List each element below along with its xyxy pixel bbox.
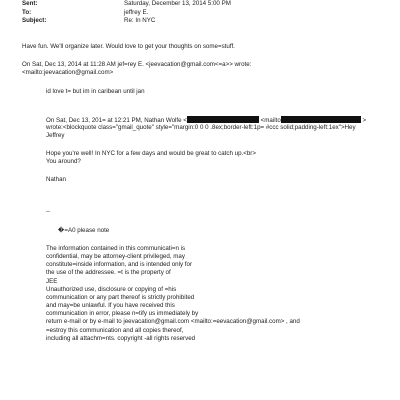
quote2-text-line-2: You around? [46,158,81,165]
disclaimer-line: and may=be unlawful. If you have received this [46,302,175,309]
reply-text: Have fun. We'll organize later. Would love to get your thoughts on some=stuff. [22,43,235,50]
disclaimer-line: return e-mail or by e-mail to jeevacation@gmail.com <mailto:=eevacation@gmail.com> , and [46,318,300,325]
quote2-intro-line-2: wrote:<blockquote class="gmail_quote" style="margin:0 0 0 .8ex;border-left:1p= #ccc solid;padding-left:1ex">Hey [46,124,356,131]
sent-value: Saturday, December 13, 2014 5:00 PM [124,0,231,7]
subject-label: Subject: [22,17,47,24]
disclaimer-line: communication or any part thereof is strictly prohibited [46,294,195,301]
quote2-intro-part-3: > [362,117,367,124]
quote2-signature: Nathan [46,176,66,183]
quote2-intro-part-1: On Sat, Dec 13, 201= at 12:21 PM, Nathan Wolfe < [46,117,187,124]
note-title: �=A0 please note [58,227,110,234]
redaction-box [187,116,259,123]
subject-value: Re: In NYC [124,17,156,24]
quote2-intro-line-3: Jeffrey [46,132,65,139]
quote1-text: id love t= but im in caribean until jan [46,88,145,95]
quote2-intro-part-2: <mailto [260,117,281,124]
disclaimer-line: the use of the addressee. =t is the property of [46,269,171,276]
sent-label: Sent: [22,0,38,7]
to-value: jeffrey E. [124,9,149,16]
to-label: To: [22,9,32,16]
disclaimer-line: The information contained in this communicati=n is [46,245,186,252]
quote1-intro-line-1: On Sat, Dec 13, 2014 at 11:28 AM jef=rey E. <jeevacation@gmail.com<=a>> wrote: [22,61,252,68]
quote2-text-line-1: Hope you're well! In NYC for a few days and would be great to catch up.<br> [46,150,256,157]
redaction-box [281,116,361,123]
disclaimer-line: Unauthorized use, disclosure or copying of =his [46,286,177,293]
disclaimer-line: communication in error, please n=tify us immediately by [46,310,199,317]
disclaimer-line: confidential, may be attorney-client privileged, may [46,253,185,260]
disclaimer-line: =estroy this communication and all copies thereof, [46,327,184,334]
quote1-intro-line-2: <mailto:jeevacation@gmail.com> [22,69,114,76]
disclaimer-line: JEE [46,278,58,285]
disclaimer-line: constitute=inside information, and is intended only for [46,261,193,268]
disclaimer-line: including all attachm=nts. copyright -all rights reserved [46,335,196,342]
separator: -- [46,208,51,215]
